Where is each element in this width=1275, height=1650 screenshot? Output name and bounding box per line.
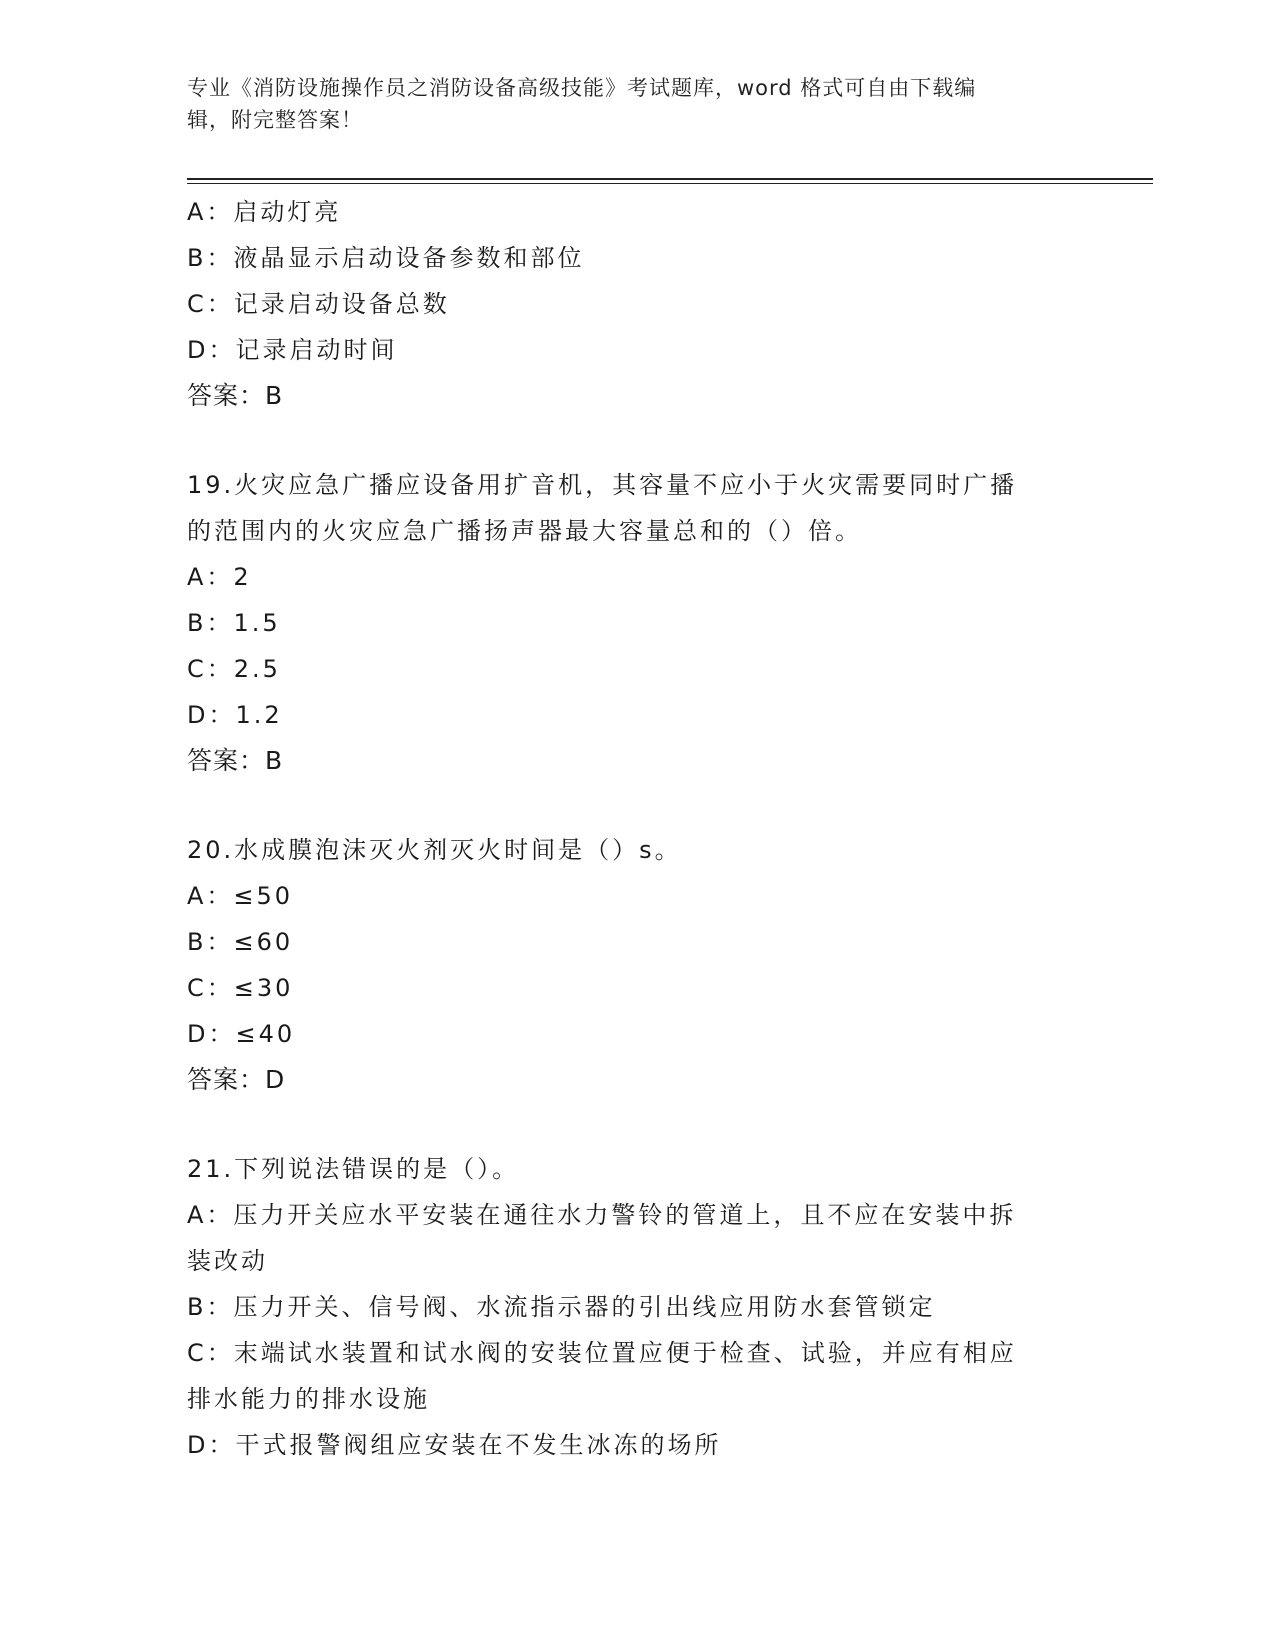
header-rule-thin	[187, 183, 1153, 184]
option-d: D：记录启动时间	[187, 336, 398, 364]
question-stem-line-1: 19.火灾应急广播应设备用扩音机，其容量不应小于火灾需要同时广播	[187, 471, 1018, 499]
question-19	[187, 462, 1067, 784]
option-c: C：记录启动设备总数	[187, 290, 450, 318]
option-c: C：末端试水装置和试水阀的安装位置应便于检查、试验，并应有相应	[187, 1339, 1017, 1367]
question-content	[187, 189, 1067, 1468]
option-d: D：≤40	[187, 1020, 296, 1048]
question-stem-line-2: 的范围内的火灾应急广播扬声器最大容量总和的（）倍。	[187, 517, 862, 545]
option-a-continued: 装改动	[187, 1247, 268, 1275]
question-18	[187, 189, 1067, 419]
option-b: B：≤60	[187, 928, 294, 956]
option-a: A：压力开关应水平安装在通往水力警铃的管道上，且不应在安装中拆	[187, 1201, 1017, 1229]
page-header	[187, 72, 1067, 136]
option-c: C：≤30	[187, 974, 294, 1002]
option-a: A：≤50	[187, 882, 294, 910]
option-b: B：1.5	[187, 609, 281, 637]
spacer	[187, 784, 1067, 827]
header-line-1: 专业《消防设施操作员之消防设备高级技能》考试题库，word 格式可自由下载编	[187, 76, 977, 100]
option-c-continued: 排水能力的排水设施	[187, 1385, 430, 1413]
header-rule-thick	[187, 178, 1153, 180]
option-a: A：启动灯亮	[187, 198, 342, 226]
header-line-2: 辑，附完整答案！	[187, 108, 363, 132]
spacer	[187, 419, 1067, 462]
answer-line: 答案：D	[187, 1065, 286, 1094]
option-d: D：1.2	[187, 701, 283, 729]
option-b: B：压力开关、信号阀、水流指示器的引出线应用防水套管锁定	[187, 1293, 936, 1321]
option-a: A：2	[187, 563, 252, 591]
question-20	[187, 827, 1067, 1103]
spacer	[187, 1103, 1067, 1146]
option-d: D：干式报警阀组应安装在不发生冰冻的场所	[187, 1431, 722, 1459]
answer-line: 答案：B	[187, 746, 284, 775]
option-c: C：2.5	[187, 655, 281, 683]
answer-line: 答案：B	[187, 381, 284, 410]
option-b: B：液晶显示启动设备参数和部位	[187, 244, 585, 272]
question-stem-line-1: 21.下列说法错误的是（）。	[187, 1155, 520, 1183]
question-stem-line-1: 20.水成膜泡沫灭火剂灭火时间是（）s。	[187, 836, 682, 864]
question-21	[187, 1146, 1067, 1468]
